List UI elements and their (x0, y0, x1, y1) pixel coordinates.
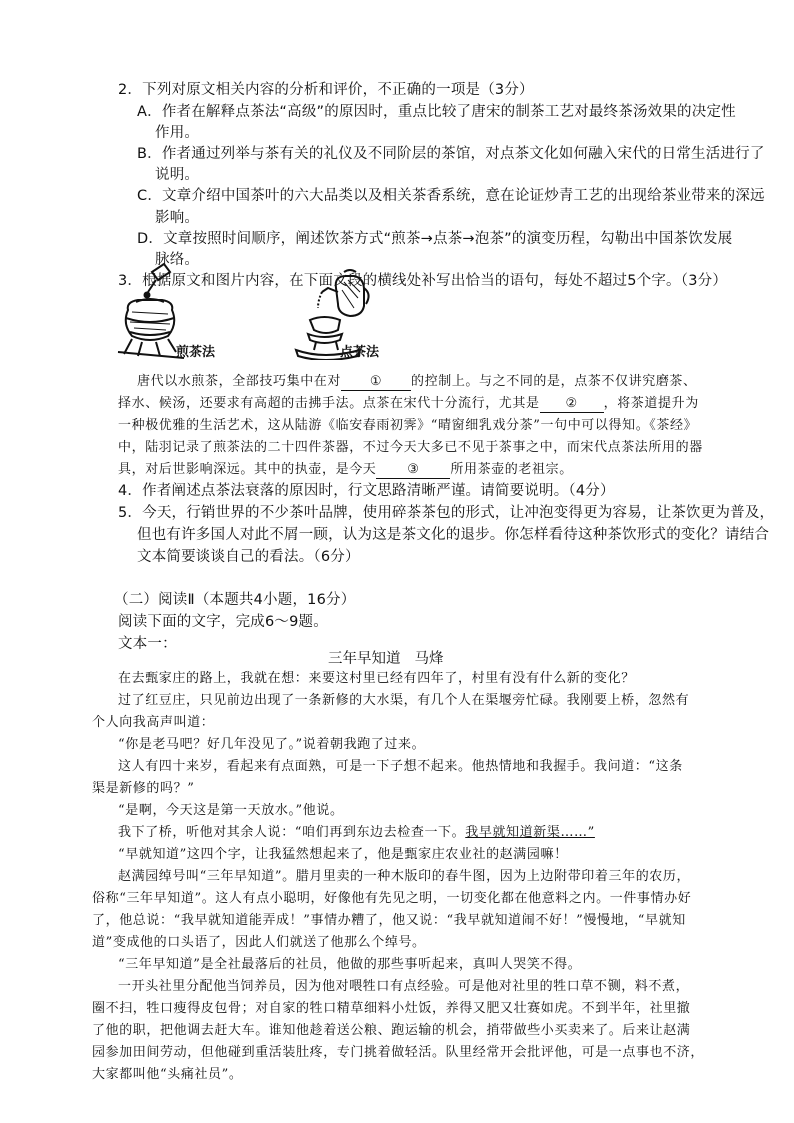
passage-line-5 (118, 460, 573, 480)
passage-text: 具，对后世影响深远。其中的执壶，是今天 (118, 462, 377, 477)
story-title-line (328, 647, 444, 668)
story-line: 渠是新修的吗？” (92, 781, 195, 796)
story-line: “你是老马吧？好几年没见了。”说着朝我跑了过来。 (118, 737, 426, 752)
q5-stem: 5．今天，行销世界的不少茶叶品牌，使用碎茶茶包的形式，让冲泡变得更为容易，让茶饮更为普及， (118, 505, 775, 521)
q4-stem: 4．作者阐述点茶法衰落的原因时，行文思路清晰严谨。请简要说明。（4分） (118, 483, 615, 499)
blank-3: ③ (376, 462, 450, 479)
story-line: 道”变成他的口头语了，因此人们就送了他那么个绰号。 (92, 935, 426, 950)
story-line: 个人向我高声叫道： (92, 715, 215, 730)
passage-line-1 (137, 372, 697, 392)
story-line: “三年早知道”是全社最落后的社员，他做的那些事听起来，真叫人哭笑不得。 (118, 957, 582, 972)
passage-text: 所用茶壶的老祖宗。 (450, 462, 573, 477)
q5-stem-cont: 文本简要谈谈自己的看法。（6分） (137, 549, 360, 565)
q5-stem-cont: 但也有许多国人对此不屑一顾，认为这是茶文化的退步。你怎样看待这种茶饮形式的变化？请结合 (137, 527, 770, 543)
passage-text: 择水、候汤，还要求有高超的击拂手法。点茶在宋代十分流行，尤其是 (118, 396, 540, 411)
story-line: 一开头社里分配他当饲养员，因为他对喂牲口有点经验。可是他对社里的牲口草不铡，料不煮， (118, 979, 690, 994)
story-line: 在去甄家庄的路上，我就在想：来要这村里已经有四年了，村里有没有什么新的变化？ (118, 671, 635, 686)
q2-option-a-cont: 作用。 (155, 125, 200, 141)
story-line: 过了红豆庄，只见前边出现了一条新修的大水渠，有几个人在渠堰旁忙碌。我刚要上桥，忽然有 (118, 693, 690, 708)
story-line: 赵满园绰号叫“三年早知道”。腊月里卖的一种木版印的春牛图，因为上边附带印着三年的农历， (118, 869, 691, 884)
q2-option-b-cont: 说明。 (155, 167, 200, 183)
story-line: 圈不扫，牲口瘦得皮包骨；对自家的牲口精草细料小灶饭，养得又肥又壮赛如虎。不到半年，社里撤 (92, 1001, 691, 1016)
story-author: 马烽 (414, 651, 444, 667)
blank-2: ② (540, 396, 604, 413)
passage-text: 唐代以水煎茶，全部技巧集中在对 (137, 374, 342, 389)
story-text: 我下了桥，听他对其余人说：“咱们再到东边去检查一下。 (118, 825, 466, 840)
q3-stem: 3．根据原文和图片内容，在下面文段的横线处补写出恰当的语句，每处不超过5个字。（3分） (118, 273, 728, 289)
story-title: 三年早知道 (328, 651, 401, 667)
passage-line-4: 中，陆羽记录了煎茶法的二十四件茶器，不过今天大多已不见于茶事之中，而宋代点茶法所用的器 (118, 440, 703, 455)
section-instruction: 阅读下面的文字，完成6～9题。 (118, 614, 328, 630)
story-line: “是啊，今天这是第一天放水。”他说。 (118, 803, 344, 818)
section-heading: （二）阅读Ⅱ（本题共4小题，16分） (114, 592, 356, 608)
q2-option-c: C．文章介绍中国茶叶的六大品类以及相关茶香系统，意在论证炒青工艺的出现给茶业带来的深远 (137, 188, 765, 204)
q2-option-a: A．作者在解释点茶法“高级”的原因时，重点比较了唐宋的制茶工艺对最终茶汤效果的决定性 (137, 104, 736, 120)
q2-stem: 2．下列对原文相关内容的分析和评价，不正确的一项是（3分） (118, 82, 534, 98)
q2-option-d: D．文章按照时间顺序，阐述饮茶方式“煎茶→点茶→泡茶”的演变历程，勾勒出中国茶饮发展 (137, 231, 733, 247)
text-label: 文本一： (118, 636, 177, 652)
story-line (118, 823, 595, 843)
q2-option-d-cont: 脉络。 (155, 252, 200, 268)
caption-boiling-method: 煎茶法 (176, 345, 216, 360)
passage-text: ，将茶道提升为 (603, 396, 699, 411)
story-line: “早就知道”这四个字，让我猛然想起来了，他是甄家庄农业社的赵满园嘛！ (118, 847, 568, 862)
passage-line-2 (118, 394, 699, 414)
q2-option-b: B．作者通过列举与茶有关的礼仪及不同阶层的茶馆，对点茶文化如何融入宋代的日常生活进行了 (137, 146, 765, 162)
caption-whisk-method: 点茶法 (340, 345, 380, 360)
story-line: 了他的职，把他调去赶大车。谁知他趁着送公粮、跑运输的机会，捎带做些小买卖来了。后来让赵满 (92, 1023, 691, 1038)
passage-text: 的控制上。与之不同的是，点茶不仅讲究磨茶、 (411, 374, 697, 389)
story-line: 了，他总说：“我早就知道能弄成！”事情办糟了，他又说：“我早就知道闹不好！”慢慢地，“早就知 (92, 913, 686, 928)
story-underlined-text: 我早就知道新渠……” (465, 825, 595, 840)
story-line: 俗称“三年早知道”。这人有点小聪明，好像他有先见之明，一切变化都在他意料之内。一件事情办好 (92, 891, 692, 906)
story-line: 这人有四十来岁，看起来有点面熟，可是一下子想不起来。他热情地和我握手。我问道：“这条 (118, 759, 683, 774)
story-line: 园参加田间劳动，但他碰到重活装肚疼，专门挑着做轻活。队里经常开会批评他，可是一点事也不济， (92, 1045, 705, 1060)
q2-option-c-cont: 影响。 (155, 210, 200, 226)
story-line: 大家都叫他“头痛社员”。 (92, 1067, 243, 1082)
blank-1: ① (341, 374, 411, 391)
passage-line-3: 一种极优雅的生活艺术，这从陆游《临安春雨初霁》“晴窗细乳戏分茶”一句中可以得知。《茶经》 (118, 418, 698, 433)
